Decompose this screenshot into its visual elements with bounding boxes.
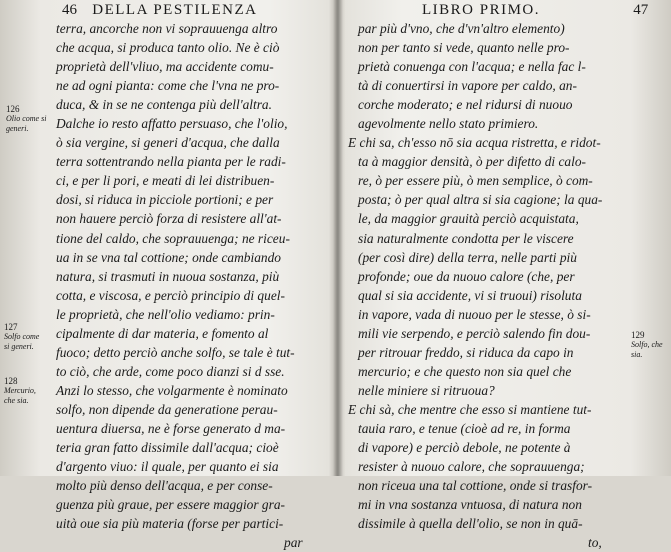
text-line: ua in se vna tal cottione; onde cambiando [56, 249, 281, 265]
marginal-note-number: 126 [6, 104, 20, 114]
page-number-left: 46 [62, 2, 77, 18]
text-line: to ciò, che arde, come poco dianzi si d sse. [56, 363, 285, 379]
text-line: dosi, si riduca in picciole portioni; e per [56, 192, 274, 208]
marginal-note-number: 127 [4, 322, 18, 332]
marginal-note-129 [631, 330, 663, 360]
text-line: di vapore) e perciò debole, ne potente à [358, 440, 571, 456]
text-line: qual si sia accidente, vi si truoui) risoluta [358, 287, 582, 303]
text-line: tione del caldo, che soprauuenga; ne riceu- [56, 230, 290, 246]
marginal-note-text: Olio come si [6, 114, 47, 123]
text-line: ò sia vergine, si generi d'acqua, che dalla [56, 135, 280, 151]
catchword: to, [588, 535, 602, 551]
text-line: re, ò per essere più, ò men semplice, ò com- [358, 173, 593, 189]
page-number-right: 47 [633, 2, 649, 18]
text-line: fuoco; detto perciò anche solfo, se tale è tut- [56, 344, 295, 360]
text-line: guenza più graue, per essere maggior gra- [56, 497, 285, 513]
text-line: posta; ò per qual altra si sia cagione; la qua- [358, 192, 603, 208]
text-line: cotta, e viscosa, e perciò principio di quel- [56, 287, 285, 303]
text-line: resister à nuouo calore, che soprauuenga; [358, 459, 585, 475]
text-line: ci, e per li pori, e meati di lei distribuen- [56, 173, 275, 189]
marginal-note-text: Solfo, che [631, 340, 663, 349]
marginal-note-text: sia. [631, 350, 643, 359]
text-line: uentura diuersa, ne è forse generato d ma- [56, 420, 286, 436]
text-line: non hauere perciò forza di resistere all'at- [56, 211, 282, 227]
text-line: E chi sà, che mentre che esso si mantiene tut- [348, 401, 592, 417]
text-line: E chi sa, ch'esso nō sia acqua ristretta, e ridot- [348, 135, 601, 151]
text-line: non per tanto si vede, quanto nelle pro- [358, 40, 570, 56]
text-line: uità oue sia più materia (forse per partici- [56, 516, 284, 532]
text-line: natura, si trasmuti in nuoua sostanza, più [56, 268, 280, 284]
marginal-note-126 [6, 104, 46, 134]
marginal-note-text: Solfo come [4, 332, 40, 341]
right-body-text [348, 19, 628, 552]
text-line: per ritrouar freddo, si riduca da capo in [358, 344, 574, 360]
right-page [342, 0, 671, 551]
text-line: teria gran fatto dissimile dall'acqua; cioè [56, 440, 279, 456]
left-page [0, 0, 334, 551]
text-line: cipalmente di dar materia, e fomento al [56, 325, 269, 341]
text-line: agevolmente nello stato primiero. [358, 116, 539, 132]
text-line: tà di conuertirsi in vapore per caldo, an- [358, 78, 577, 94]
text-line: nelle miniere si ritruoua? [358, 382, 495, 398]
catchword: par [284, 535, 303, 551]
marginal-note-text: che sia. [4, 396, 29, 405]
text-line: par più d'vno, che d'vn'altro elemento) [358, 21, 565, 36]
text-line: mercurio; e che questo non sia quel che [358, 363, 572, 379]
text-line: in vapore, vada di nuouo per le stesse, ò si- [358, 306, 591, 322]
text-line: Anzi lo stesso, che volgarmente è nominato [56, 382, 288, 398]
left-body-text [56, 19, 332, 552]
running-head-title-left: DELLA PESTILENZA [92, 2, 258, 18]
text-line: profonde; oue da nuouo calore (che, per [358, 268, 575, 284]
text-line: proprietà dell'vliuo, ma accidente comu- [56, 59, 274, 75]
text-line: duca, & in se ne contenga più dell'altra. [56, 97, 272, 113]
text-line: prietà conuenga con l'acqua; e nella fac l- [358, 59, 586, 75]
text-line: Dalche io resto affatto persuaso, che l'olio, [56, 116, 288, 132]
text-line: terra sottentrando nella pianta per le radi- [56, 154, 286, 170]
marginal-note-text: generi. [6, 124, 29, 133]
text-line: dissimile à quella dell'olio, se non in quā- [358, 516, 583, 532]
marginal-note-127 [4, 322, 39, 352]
text-line: mili vie serpendo, e perciò salendo fin dou- [358, 325, 591, 341]
text-line: sia naturalmente condotta per le viscere [358, 230, 574, 246]
text-line: molto più denso dell'acqua, e per conse- [56, 478, 273, 494]
marginal-note-text: si generi. [4, 342, 34, 351]
text-line: le, da maggior grauità perciò acquistata, [358, 211, 579, 227]
marginal-note-text: Mercurio, [4, 386, 36, 395]
marginal-note-number: 128 [4, 376, 18, 386]
text-line: non riceua una tal cottione, onde si trasfor- [358, 478, 593, 494]
text-line: corche moderato; e nel ridursi di nuouo [358, 97, 573, 113]
text-line: tauia raro, e tenue (cioè ad re, in forma [358, 420, 571, 436]
text-line: terra, ancorche non vi soprauuenga altro [56, 21, 278, 36]
text-line: ne ad ogni pianta: come che l'vna ne pro- [56, 78, 280, 94]
marginal-note-number: 129 [631, 330, 645, 340]
text-line: che acqua, si produca tanto olio. Ne è ciò [56, 40, 280, 56]
text-line: d'argento viuo: il quale, per quanto ei sia [56, 459, 279, 475]
text-line: ta à maggior densità, ò per difetto di calo- [358, 154, 586, 170]
text-line: solfo, non dipende da generatione perau- [56, 401, 278, 417]
text-line: mi in vna sostanza vntuosa, di natura non [358, 497, 582, 513]
running-head-title-right: LIBRO PRIMO. [422, 2, 541, 18]
text-line: (per così dire) della terra, nelle parti più [358, 249, 577, 265]
marginal-note-128 [4, 376, 36, 406]
text-line: le proprietà, che nell'olio vediamo: prin- [56, 306, 275, 322]
